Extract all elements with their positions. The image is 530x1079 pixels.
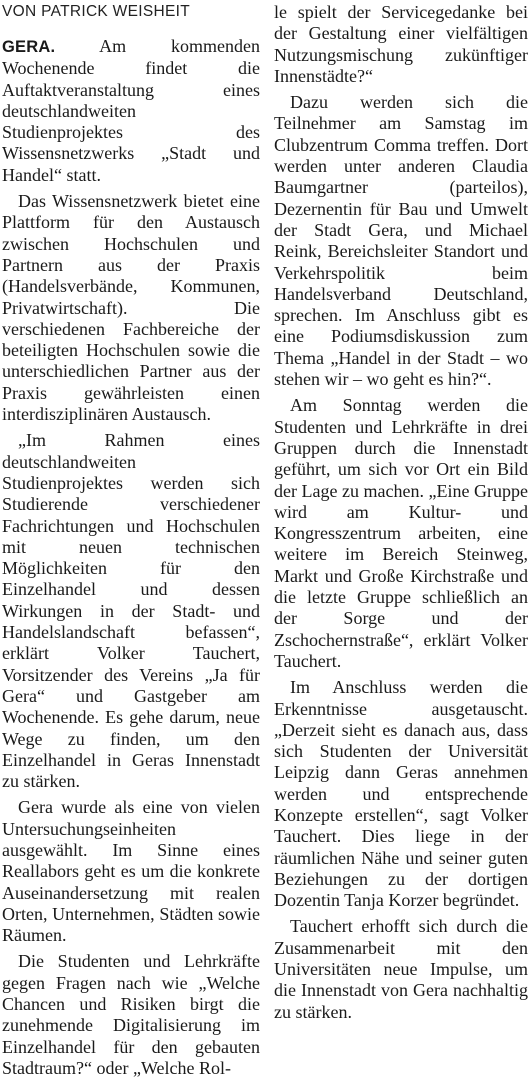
- article-paragraph: Tauchert erhofft sich durch die Zusammenarbeit mit den Universitäten neue Impulse, um die Innenstadt von Gera nachhaltig zu stärken.: [274, 916, 528, 1022]
- article-paragraph: „Im Rahmen eines deutschlandweiten Studienprojektes werden sich Studierende verschiedener Fachrichtungen und Hochschulen mit neuen technischen Möglichkeiten für den Einzelhandel und dessen Wirkungen in der Stadt- und Handelslandschaft befassen“, erklärt Volker Tauchert, Vorsitzender des Vereins „Ja für Gera“ und Gastgeber am Wochenende. Es gehe darum, neue Wege zu finden, um den Einzelhandel in Geras Innenstadt zu stärken.: [2, 430, 260, 792]
- article-paragraph: Im Anschluss werden die Erkenntnisse ausgetauscht. „Derzeit sieht es danach aus, dass sich Studenten der Universität Leipzig dann Geras annehmen werden und entsprechende Konzepte erstellen“, sagt Volker Tauchert. Dies liege in der räumlichen Nähe und seiner guten Beziehungen zu der dortigen Dozentin Tanja Korzer begründet.: [274, 677, 528, 911]
- article-paragraph: Dazu werden sich die Teilnehmer am Samstag im Clubzentrum Comma treffen. Dort werden unter anderen Claudia Baumgartner (parteilos), Dezernentin für Bau und Umwelt der Stadt Gera, und Michael Reink, Bereichsleiter Standort und Verkehrspolitik beim Handelsverband Deutschland, sprechen. Im Anschluss gibt es eine Podiumsdiskussion zum Thema „Handel in der Stadt – wo stehen wir – wo geht es hin?“.: [274, 92, 528, 390]
- dateline: GERA.: [2, 38, 56, 56]
- article-paragraph: Gera wurde als eine von vielen Untersuchungseinheiten ausgewählt. Im Sinne eines Reallabors geht es um die konkrete Auseinandersetzung mit realen Orten, Unternehmen, Städten sowie Räumen.: [2, 797, 260, 946]
- article-paragraph-continued: le spielt der Servicegedanke bei der Gestaltung einer vielfältigen Nutzungsmischung zukünftiger Innenstädte?“: [274, 2, 528, 86]
- article-column-left: [2, 36, 260, 1079]
- article-paragraph: Die Studenten und Lehrkräfte gegen Fragen nach wie „Welche Chancen und Risiken birgt die zunehmende Digitalisierung im Einzelhandel für den gebauten Stadtraum?“ oder „Welche Rol-: [2, 951, 260, 1078]
- article-paragraph: [2, 36, 260, 186]
- article-column-right: [274, 2, 528, 1023]
- byline: VON PATRICK WEISHEIT: [2, 3, 190, 20]
- article-paragraph: Am Sonntag werden die Studenten und Lehrkräfte in drei Gruppen durch die Innenstadt geführt, um sich vor Ort ein Bild der Lage zu machen. „Eine Gruppe wird am Kultur- und Kongresszentrum arbeiten, eine weitere im Bereich Steinweg, Markt und Große Kirchstraße und die letzte Gruppe schließlich an der Sorge und der Zschochernstraße“, erklärt Volker Tauchert.: [274, 395, 528, 671]
- paragraph-text: Am kommenden Wochenende findet die Auftaktveranstaltung eines deutschlandweiten Studienprojektes des Wissensnetzwerks „Stadt und Handel“ statt.: [2, 36, 260, 185]
- article-paragraph: Das Wissensnetzwerk bietet eine Plattform für den Austausch zwischen Hochschulen und Partnern aus der Praxis (Handelsverbände, Kommunen, Privatwirtschaft). Die verschiedenen Fachbereiche der beteiligten Hochschulen sowie die unterschiedlichen Partner aus der Praxis gewährleisten einen interdisziplinären Austausch.: [2, 191, 260, 425]
